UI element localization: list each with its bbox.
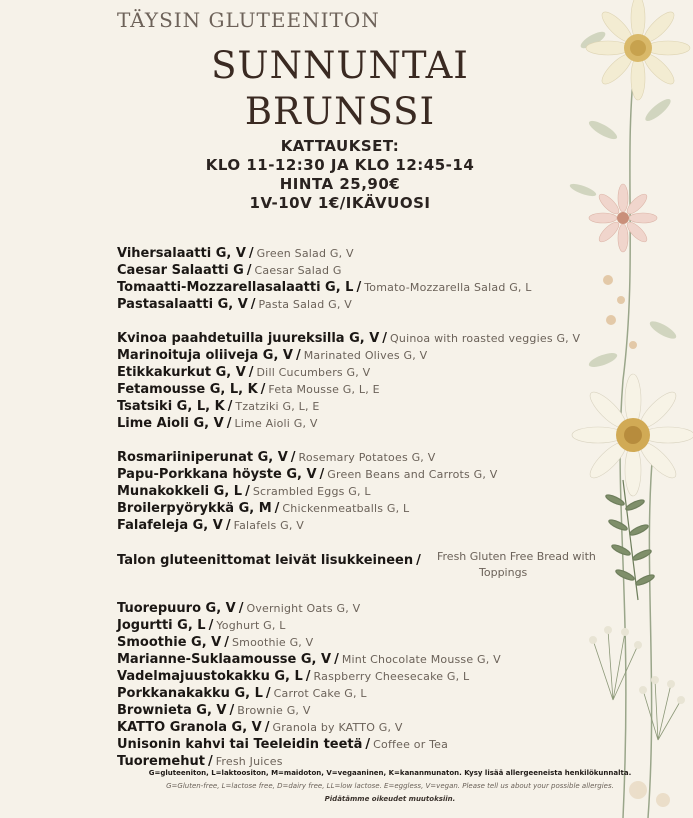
info-seating-times: KLO 11-12:30 JA KLO 12:45-14 bbox=[205, 156, 475, 174]
item-fi: Vihersalaatti G, V bbox=[117, 246, 246, 261]
item-fi: Marinoituja oliiveja G, V bbox=[117, 348, 293, 363]
item-en: Rosemary Potatoes G, V bbox=[298, 451, 436, 464]
item-fi: Porkkanakakku G, L bbox=[117, 686, 263, 701]
menu-item bbox=[117, 683, 637, 700]
separator: / bbox=[224, 635, 229, 650]
item-en: Raspberry Cheesecake G, L bbox=[313, 670, 470, 683]
item-en: Coffee or Tea bbox=[373, 738, 449, 751]
menu-item bbox=[117, 294, 637, 311]
item-en: Dill Cucumbers G, V bbox=[256, 366, 371, 379]
item-fi: Falafeleja G, V bbox=[117, 518, 223, 533]
menu-item bbox=[117, 632, 637, 649]
separator: / bbox=[246, 263, 252, 278]
info-price: HINTA 25,90€ bbox=[279, 175, 401, 193]
menu-item bbox=[117, 379, 637, 396]
menu-item-bread bbox=[117, 549, 637, 583]
allergen-legend-en: G=Gluten-free, L=lactose free, D=dairy free, LL=low lactose. E=eggless, V=vegan. Please tell us about your possible allergies. bbox=[166, 782, 614, 790]
item-fi: Vadelmajuustokakku G, L bbox=[117, 669, 303, 684]
item-en: Chickenmeatballs G, L bbox=[282, 502, 410, 515]
item-fi: Marianne-Suklaamousse G, V bbox=[117, 652, 332, 667]
separator: / bbox=[319, 467, 325, 482]
item-fi: Tomaatti-Mozzarellasalaatti G, L bbox=[117, 280, 354, 295]
item-en: Overnight Oats G, V bbox=[246, 602, 361, 615]
separator: / bbox=[295, 348, 301, 363]
info-block bbox=[150, 137, 530, 213]
info-child-price: 1V-10V 1€/IKÄVUOSI bbox=[249, 194, 431, 212]
separator: / bbox=[248, 246, 254, 261]
menu-item bbox=[117, 413, 637, 430]
item-fi: Kvinoa paahdetuilla juureksilla G, V bbox=[117, 331, 380, 346]
item-en: Lime Aioli G, V bbox=[234, 417, 318, 430]
separator: / bbox=[290, 450, 296, 465]
item-en: Tomato-Mozzarella Salad G, L bbox=[364, 281, 532, 294]
separator: / bbox=[225, 518, 231, 533]
separator: / bbox=[274, 501, 280, 516]
item-en: Brownie G, V bbox=[237, 704, 311, 717]
item-fi: KATTO Granola G, V bbox=[117, 720, 262, 735]
info-seatings-heading: KATTAUKSET: bbox=[280, 137, 400, 155]
item-en bbox=[437, 549, 637, 581]
item-en: Scrambled Eggs G, L bbox=[252, 485, 371, 498]
allergen-legend-fi: G=gluteeniton, L=laktoositon, M=maidoton, V=vegaaninen, K=kananmunaton. Kysy lisää allergeeneista henkilökunnalta. bbox=[148, 769, 632, 777]
item-en: Mint Chocolate Mousse G, V bbox=[341, 653, 501, 666]
menu-item bbox=[117, 615, 637, 632]
menu-item bbox=[117, 751, 637, 768]
group-spacer bbox=[117, 532, 637, 549]
bread-en-line2: Toppings bbox=[479, 566, 528, 579]
item-fi: Tuorepuuro G, V bbox=[117, 601, 236, 616]
item-fi: Broilerpyörykkä G, M bbox=[117, 501, 272, 516]
separator: / bbox=[334, 652, 339, 667]
item-en: Marinated Olives G, V bbox=[303, 349, 428, 362]
menu-item bbox=[117, 734, 637, 751]
item-fi: Papu-Porkkana höyste G, V bbox=[117, 467, 317, 482]
menu-item bbox=[117, 447, 637, 464]
bread-en-line1: Fresh Gluten Free Bread with bbox=[437, 550, 596, 563]
item-en: Fresh Juices bbox=[215, 755, 283, 768]
item-fi: Talon gluteenittomat leivät lisukkeineen bbox=[117, 553, 414, 568]
item-fi: Unisonin kahvi tai Teeleidin teetä bbox=[117, 737, 363, 752]
item-en: Pasta Salad G, V bbox=[258, 298, 352, 311]
item-fi: Brownieta G, V bbox=[117, 703, 227, 718]
separator: / bbox=[382, 331, 388, 346]
item-en: Tzatziki G, L, E bbox=[235, 400, 320, 413]
menu-item bbox=[117, 717, 637, 734]
item-en: Yoghurt G, L bbox=[216, 619, 286, 632]
separator: / bbox=[365, 737, 371, 752]
menu-item bbox=[117, 481, 637, 498]
menu-item bbox=[117, 260, 637, 277]
item-fi: Caesar Salaatti G bbox=[117, 263, 244, 278]
separator: / bbox=[264, 720, 270, 735]
item-en: Carrot Cake G, L bbox=[273, 687, 367, 700]
item-en: Smoothie G, V bbox=[232, 636, 314, 649]
separator: / bbox=[208, 618, 214, 633]
menu-item bbox=[117, 345, 637, 362]
separator: / bbox=[250, 297, 256, 312]
menu-item bbox=[117, 396, 637, 413]
item-en: Green Beans and Carrots G, V bbox=[327, 468, 498, 481]
group-spacer bbox=[117, 311, 637, 328]
item-fi: Smoothie G, V bbox=[117, 635, 222, 650]
item-fi: Fetamousse G, L, K bbox=[117, 382, 258, 397]
menu-item bbox=[117, 328, 637, 345]
item-fi: Etikkakurkut G, V bbox=[117, 365, 246, 380]
menu-item bbox=[117, 362, 637, 379]
item-en: Green Salad G, V bbox=[256, 247, 354, 260]
item-fi: Munakokkeli G, L bbox=[117, 484, 243, 499]
separator: / bbox=[416, 553, 421, 568]
separator: / bbox=[226, 416, 232, 431]
menu-item bbox=[117, 243, 637, 260]
group-spacer bbox=[117, 583, 637, 598]
gluten-free-subtitle: TÄYSIN GLUTEENITON bbox=[117, 8, 380, 32]
menu-item bbox=[117, 598, 637, 615]
page-title-line2: BRUNSSI bbox=[244, 90, 436, 133]
item-fi: Jogurtti G, L bbox=[117, 618, 206, 633]
menu-item bbox=[117, 498, 637, 515]
separator: / bbox=[238, 601, 244, 616]
item-fi: Tsatsiki G, L, K bbox=[117, 399, 225, 414]
item-en: Falafels G, V bbox=[233, 519, 304, 532]
item-en: Granola by KATTO G, V bbox=[272, 721, 403, 734]
separator: / bbox=[356, 280, 362, 295]
page-title-line1: SUNNUNTAI bbox=[211, 44, 469, 87]
menu-item bbox=[117, 464, 637, 481]
menu-item bbox=[117, 666, 637, 683]
item-en: Feta Mousse G, L, E bbox=[268, 383, 380, 396]
menu-item bbox=[117, 700, 637, 717]
item-fi: Pastasalaatti G, V bbox=[117, 297, 248, 312]
group-spacer bbox=[117, 430, 637, 447]
disclaimer: Pidätämme oikeudet muutoksiin. bbox=[324, 795, 456, 803]
separator: / bbox=[207, 754, 213, 769]
item-fi: Lime Aioli G, V bbox=[117, 416, 224, 431]
separator: / bbox=[248, 365, 254, 380]
menu-list bbox=[117, 243, 637, 768]
item-fi: Tuoremehut bbox=[117, 754, 205, 769]
item-en: Quinoa with roasted veggies G, V bbox=[390, 332, 581, 345]
separator: / bbox=[245, 484, 250, 499]
item-fi: Rosmariiniperunat G, V bbox=[117, 450, 288, 465]
menu-item bbox=[117, 277, 637, 294]
separator: / bbox=[305, 669, 311, 684]
menu-item bbox=[117, 515, 637, 532]
separator: / bbox=[229, 703, 235, 718]
separator: / bbox=[260, 382, 266, 397]
menu-item bbox=[117, 649, 637, 666]
separator: / bbox=[227, 399, 233, 414]
separator: / bbox=[265, 686, 271, 701]
item-en: Caesar Salad G bbox=[254, 264, 342, 277]
